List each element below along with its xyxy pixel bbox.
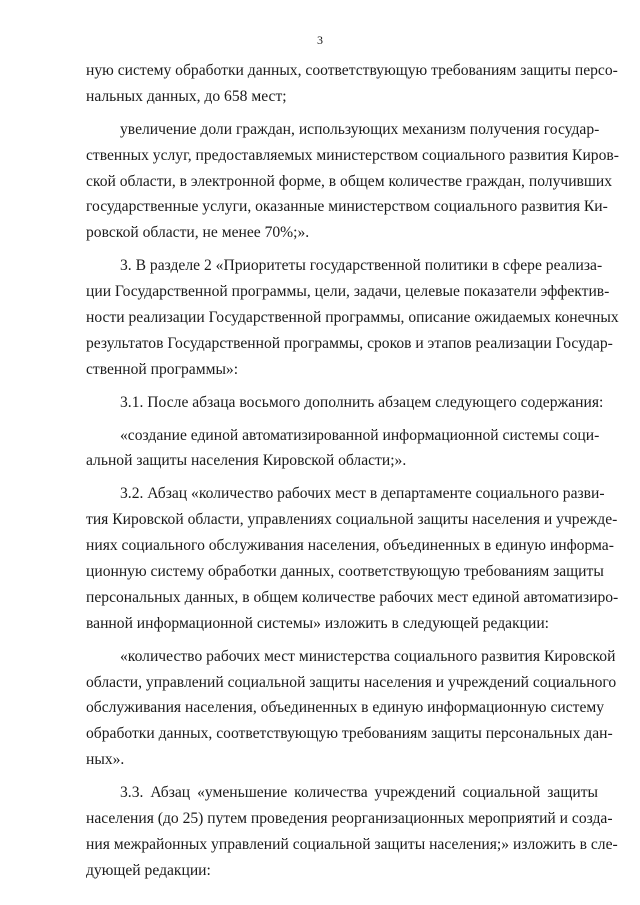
paragraph — [86, 253, 619, 382]
text-line: ции Государственной программы, цели, задачи, целевые показатели эффектив- — [86, 283, 610, 301]
text-line: ниях социального обслуживания населения, объединенных в единую информа- — [86, 537, 614, 555]
text-line: персональных данных, в общем количестве рабочих мест единой автоматизиро- — [86, 588, 619, 606]
text-line: 3.2. Абзац «количество рабочих мест в департаменте социального разви- — [120, 485, 605, 503]
text-line: ванной информационной системы» изложить в следующей редакции: — [86, 614, 550, 632]
text-line: 3.1. После абзаца восьмого дополнить абзацем следующего содержания: — [120, 393, 604, 411]
text-line: ровской области, не менее 70%;». — [86, 224, 310, 242]
paragraph — [86, 58, 618, 110]
text-line: ных». — [86, 751, 125, 769]
text-line: 3.3. Абзац «уменьшение количества учреждений социальной защиты — [120, 784, 598, 802]
text-line: увеличение доли граждан, использующих механизм получения государ- — [120, 120, 600, 138]
paragraph — [86, 780, 618, 884]
text-line: «создание единой автоматизированной информационной системы соци- — [120, 426, 600, 444]
text-line: обработки данных, соответствующую требованиям защиты персональных дан- — [86, 725, 613, 743]
paragraph — [86, 423, 598, 475]
text-line: ния межрайонных управлений социальной защиты населения;» изложить в сле- — [86, 835, 618, 853]
text-line: дующей редакции: — [86, 861, 211, 879]
text-line: ственной программы»: — [86, 360, 239, 378]
text-line: альной защиты населения Кировской области;». — [86, 452, 407, 470]
text-line: ской области, в электронной форме, в общем количестве граждан, получивших — [86, 172, 613, 190]
text-line: результатов Государственной программы, сроков и этапов реализации Государ- — [86, 334, 613, 352]
text-line: ственных услуг, предоставляемых министерством социального развития Киров- — [86, 146, 619, 164]
text-line: «количество рабочих мест министерства социального развития Кировской — [120, 647, 616, 665]
document-body — [86, 58, 619, 884]
paragraph — [86, 481, 619, 636]
text-line: ности реализации Государственной программы, описание ожидаемых конечных — [86, 309, 619, 327]
text-line: нальных данных, до 658 мест; — [86, 87, 287, 105]
text-line: государственные услуги, оказанные министерством социального развития Ки- — [86, 198, 608, 216]
paragraph — [86, 390, 604, 416]
text-line: тия Кировской области, управлениях социальной защиты населения и учрежде- — [86, 511, 618, 529]
text-line: 3. В разделе 2 «Приоритеты государственной политики в сфере реализа- — [120, 257, 603, 275]
text-line: ционную систему обработки данных, соответствующую требованиям защиты — [86, 563, 604, 581]
text-line: области, управлений социальной защиты населения и учреждений социального — [86, 673, 617, 691]
page-number: 3 — [317, 33, 323, 47]
text-line: ную систему обработки данных, соответствующую требованиям защиты персо- — [86, 62, 618, 79]
text-line: обслуживания населения, объединенных в единую информационную систему — [86, 699, 605, 717]
paragraph — [86, 644, 617, 773]
text-line: населения (до 25) путем проведения реорганизационных мероприятий и созда- — [86, 810, 613, 828]
paragraph — [86, 117, 619, 246]
